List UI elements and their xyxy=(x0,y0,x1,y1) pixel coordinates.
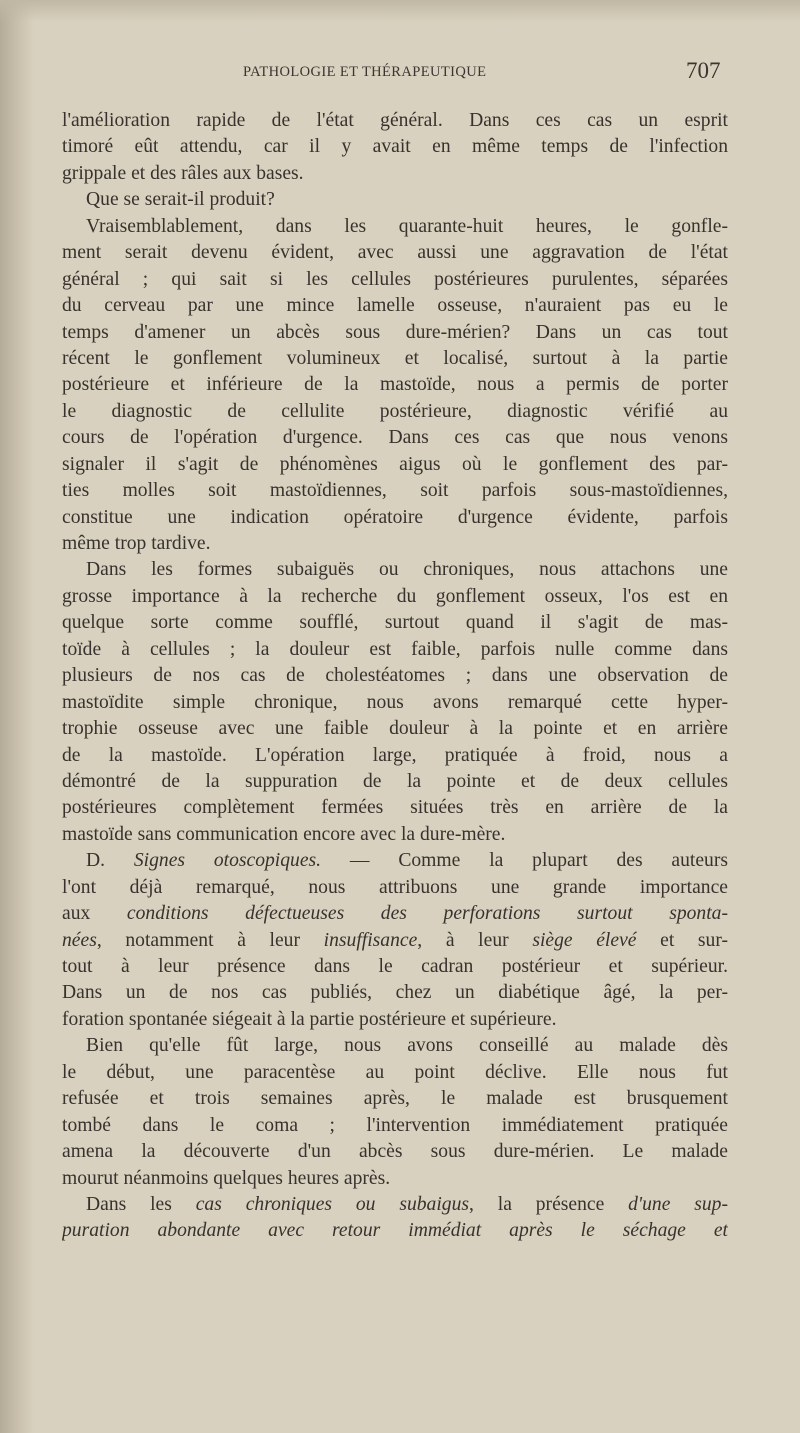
text-line: quelque sorte comme soufflé, surtout quand il s'agit de mas- xyxy=(62,612,728,634)
text-line: général ; qui sait si les cellules postérieures purulentes, séparées xyxy=(62,268,728,290)
text-line: temps d'amener un abcès sous dure-mérien? Dans un cas tout xyxy=(62,321,728,343)
page-number: 707 xyxy=(686,58,721,83)
text-line: Dans un de nos cas publiés, chez un diabétique âgé, la per- xyxy=(62,982,728,1004)
text-line: amena la découverte d'un abcès sous dure-mérien. Le malade xyxy=(62,1141,728,1163)
text-line: tout à leur présence dans le cadran postérieur et supérieur. xyxy=(62,956,728,977)
text-line: du cerveau par une mince lamelle osseuse, n'auraient pas eu le xyxy=(62,295,728,317)
text-line: mastoïde sans communication encore avec la dure-mère. xyxy=(62,823,506,845)
text-line: timoré eût attendu, car il y avait en même temps de l'infection xyxy=(62,136,728,158)
running-header xyxy=(0,58,800,90)
text-line: Bien qu'elle fût large, nous avons conseillé au malade dès xyxy=(86,1035,728,1057)
text-line: ties molles soit mastoïdiennes, soit parfois sous-mastoïdiennes, xyxy=(62,480,728,502)
body-text xyxy=(62,108,728,1245)
text-line: l'amélioration rapide de l'état général. Dans ces cas un esprit xyxy=(62,110,728,131)
text-line: démontré de la suppuration de la pointe et de deux cellules xyxy=(62,770,728,792)
text-line: aux conditions défectueuses des perforations surtout sponta- xyxy=(62,903,728,925)
text-line: mastoïdite simple chronique, nous avons remarqué cette hyper- xyxy=(62,691,728,713)
text-line: plusieurs de nos cas de cholestéatomes ; dans une observation de xyxy=(62,665,728,687)
text-line: ment serait devenu évident, avec aussi une aggravation de l'état xyxy=(62,242,728,264)
page-top-shadow xyxy=(0,0,800,22)
text-line: Dans les formes subaiguës ou chroniques, nous attachons une xyxy=(86,559,728,581)
text-line: de la mastoïde. L'opération large, pratiquée à froid, nous a xyxy=(62,744,728,766)
text-line: récent le gonflement volumineux et localisé, surtout à la partie xyxy=(62,347,728,369)
text-line: l'ont déjà remarqué, nous attribuons une grande importance xyxy=(62,876,728,898)
text-line: postérieure et inférieure de la mastoïde, nous a permis de porter xyxy=(62,374,728,396)
text-line: nées, notamment à leur insuffisance, à leur siège élevé et sur- xyxy=(62,929,728,951)
text-line: cours de l'opération d'urgence. Dans ces cas que nous venons xyxy=(62,427,728,449)
text-line: constitue une indication opératoire d'urgence évidente, parfois xyxy=(62,506,728,528)
text-line: même trop tardive. xyxy=(62,533,211,554)
text-line: Dans les cas chroniques ou subaigus, la présence d'une sup- xyxy=(86,1193,728,1215)
text-line: Que se serait-il produit? xyxy=(86,189,275,211)
text-line: puration abondante avec retour immédiat après le séchage et xyxy=(62,1220,728,1242)
running-title: PATHOLOGIE ET THÉRAPEUTIQUE xyxy=(243,64,487,80)
text-line: le diagnostic de cellulite postérieure, diagnostic vérifié au xyxy=(62,400,728,422)
text-line: grippale et des râles aux bases. xyxy=(62,162,304,184)
text-line: grosse importance à la recherche du gonflement osseux, l'os est en xyxy=(62,585,728,607)
text-line: refusée et trois semaines après, le malade est brusquement xyxy=(62,1088,728,1110)
section-heading-italic: Signes otoscopiques. xyxy=(133,850,322,872)
text-line: toïde à cellules ; la douleur est faible, parfois nulle comme dans xyxy=(62,638,728,660)
text-line: le début, une paracentèse au point déclive. Elle nous fut xyxy=(62,1061,728,1083)
text-line: postérieures complètement fermées situées très en arrière de la xyxy=(62,797,728,819)
text-line: foration spontanée siégeait à la partie postérieure et supérieure. xyxy=(62,1008,557,1030)
text-line: signaler il s'agit de phénomènes aigus où le gonflement des par- xyxy=(62,453,728,475)
text-line: Vraisemblablement, dans les quarante-huit heures, le gonfle- xyxy=(86,215,728,237)
text-line: trophie osseuse avec une faible douleur à la pointe et en arrière xyxy=(62,718,728,740)
page-gutter-shadow xyxy=(0,0,34,1433)
text-line: mourut néanmoins quelques heures après. xyxy=(62,1167,391,1189)
text-line: D. Signes otoscopiques. — Comme la plupart des auteurs xyxy=(86,850,728,872)
text-line: tombé dans le coma ; l'intervention immédiatement pratiquée xyxy=(62,1114,728,1136)
